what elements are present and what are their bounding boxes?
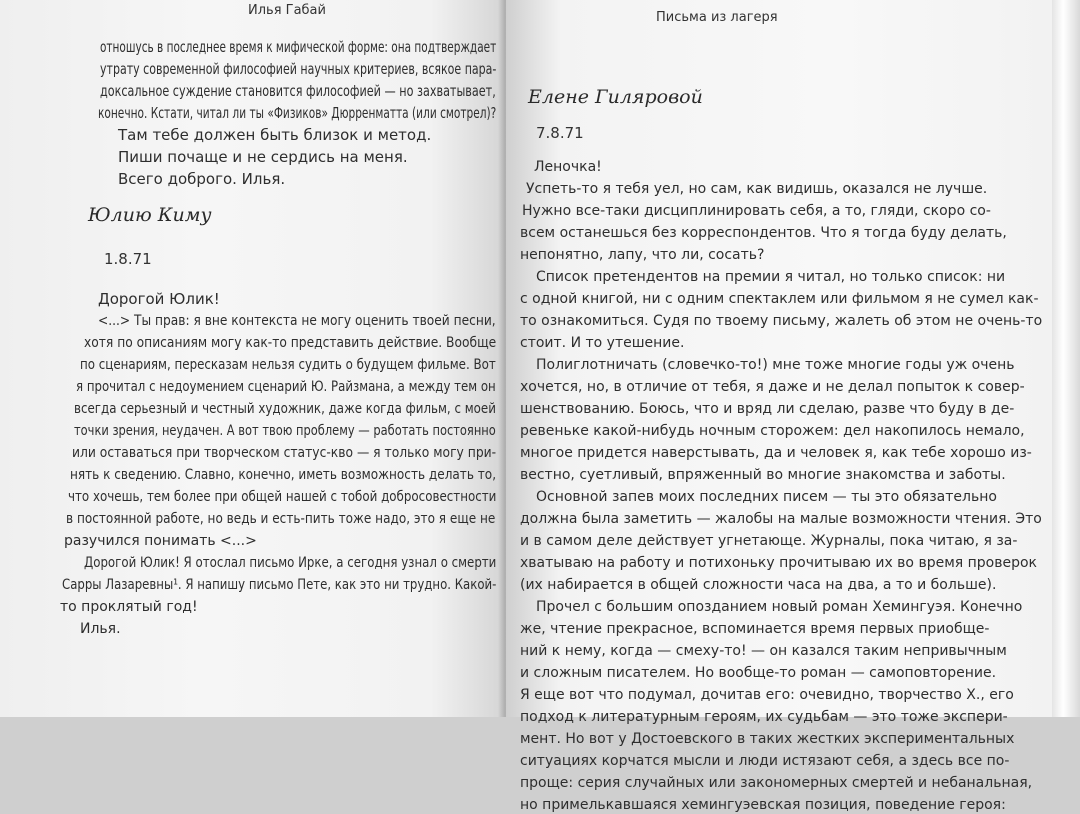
- text-line: же, чтение прекрасное, вспоминается время первых приобще-: [520, 621, 990, 637]
- text-line: вестно, суетливый, впряженный во многие знакомства и заботы.: [520, 467, 1006, 483]
- text-line: с одной книгой, ни с одним спектаклем или фильмом я не сумел как-: [520, 291, 1039, 307]
- text-line: я прочитал с недоумением сценарий Ю. Райзмана, а между тем он: [76, 379, 496, 395]
- text-line: всегда серьезный и честный художник, даже когда фильм, с моей: [74, 401, 496, 417]
- text-line: проще: серия случайных или закономерных смертей и небанальная,: [520, 775, 1033, 791]
- letter-heading: Юлию Киму: [88, 204, 212, 226]
- text-line: то ознакомиться. Судя по твоему письму, жалеть об этом не очень-то: [520, 313, 1043, 329]
- text-line: Дорогой Юлик!: [98, 290, 220, 308]
- text-line: отношусь в последнее время к мифической форме: она подтверждает: [100, 38, 497, 56]
- page-edge: [1052, 0, 1080, 717]
- text-line: <...> Ты прав: я вне контекста не могу оценить твоей песни,: [98, 313, 496, 329]
- text-line: многое придется наверстывать, да и человек я, как тебе хорошо из-: [520, 445, 1032, 461]
- text-line: конечно. Кстати, читал ли ты «Физиков» Дюрренматта (или смотрел)?: [98, 104, 497, 122]
- text-line: мент. Но вот у Достоевского в таких жестких экспериментальных: [520, 731, 1015, 747]
- text-line: утрату современной философией научных критериев, всякое пара-: [100, 60, 497, 78]
- text-line: Я еще вот что подумал, дочитав его: очевидно, творчество Х., его: [520, 687, 1014, 703]
- text-line: и сложным писателем. Но вообще-то роман — самоповторение.: [520, 665, 997, 681]
- text-line: то проклятый год!: [60, 599, 198, 615]
- text-line: шенствованию. Боюсь, что и вряд ли сделаю, разве что буду в де-: [520, 401, 1015, 417]
- text-line: хватываю на работу и потихоньку прочитываю их во время проверок: [520, 555, 1038, 571]
- left-page: [0, 0, 506, 717]
- text-line: ревеньке какой-нибудь ночным сторожем: дел накопилось немало,: [520, 423, 1025, 439]
- text-line: ний к нему, когда — смеху-то! — он казался таким непривычным: [520, 643, 1007, 659]
- text-line: или оставаться при творческом статус-кво — я только могу при-: [72, 445, 497, 461]
- letter-heading: Елене Гиляровой: [528, 86, 703, 108]
- text-line: Успеть-то я тебя уел, но сам, как видишь, оказался не лучше.: [526, 181, 988, 197]
- text-line: подход к литературным героям, их судьбам — это тоже экспери-: [520, 709, 1008, 725]
- text-line: что хочешь, тем более при общей нашей с тобой добросовестности: [68, 489, 497, 505]
- text-line: должна была заметить — жалобы на малые возможности чтения. Это: [520, 511, 1042, 527]
- text-line: Дорогой Юлик! Я отослал письмо Ирке, а сегодня узнал о смерти: [84, 555, 497, 571]
- text-line: но примелькавшаяся хемингуэевская позиция, поведение героя:: [520, 797, 1006, 813]
- text-line: Там тебе должен быть близок и метод.: [118, 126, 432, 144]
- text-line: нять к сведению. Славно, конечно, иметь возможность делать то,: [70, 467, 497, 483]
- text-line: Пиши почаще и не сердись на меня.: [118, 148, 408, 166]
- text-line: в постоянной работе, но ведь и есть-пить тоже надо, это я еще не: [66, 511, 496, 527]
- letter-date: 1.8.71: [104, 250, 152, 268]
- text-line: Нужно все-таки дисциплинировать себя, а то, гляди, скоро со-: [522, 203, 991, 219]
- right-page: [506, 0, 1052, 813]
- text-line: Прочел с большим опозданием новый роман Хемингуэя. Конечно: [536, 599, 1023, 615]
- text-line: точки зрения, неудачен. А вот твою проблему — работать постоянно: [74, 423, 496, 439]
- text-line: Всего доброго. Илья.: [118, 170, 286, 188]
- text-line: Полиглотничать (словечко-то!) мне тоже многие годы уж очень: [536, 357, 1015, 373]
- running-head-right: Письма из лагеря: [656, 10, 778, 25]
- text-line: и в самом деле действует угнетающе. Журналы, пока читаю, я за-: [520, 533, 1018, 549]
- text-line: всем останешься без корреспондентов. Что я тогда буду делать,: [520, 225, 1007, 241]
- text-line: Список претендентов на премии я читал, но только список: ни: [536, 269, 1006, 285]
- running-head-left: Илья Габай: [248, 3, 326, 18]
- text-line: разучился понимать <...>: [64, 533, 257, 549]
- text-line: (их набирается в общей сложности часа на два, а то и больше).: [520, 577, 997, 593]
- text-line: Илья.: [80, 621, 121, 637]
- text-line: по сценариям, пересказам нельзя судить о будущем фильме. Вот: [80, 357, 496, 373]
- text-line: Сарры Лазаревны¹. Я напишу письмо Пете, как это ни трудно. Какой-: [62, 577, 497, 593]
- text-line: стоит. И то утешение.: [520, 335, 685, 351]
- text-line: хотя по описаниям могу как-то представить действие. Вообще: [84, 335, 497, 351]
- text-line: ситуациях корчатся мысли и люди истязают себя, а здесь все по-: [520, 753, 1010, 769]
- letter-date: 7.8.71: [536, 124, 584, 142]
- text-line: доксальное суждение становится философией — но захватывает,: [100, 82, 496, 100]
- text-line: хочется, но, в отличие от тебя, я даже и не делал попыток к совер-: [520, 379, 1025, 395]
- text-line: Основной запев моих последних писем — ты это обязательно: [536, 489, 997, 505]
- text-line: Леночка!: [534, 159, 602, 175]
- text-line: непонятно, лапу, что ли, сосать?: [520, 247, 765, 263]
